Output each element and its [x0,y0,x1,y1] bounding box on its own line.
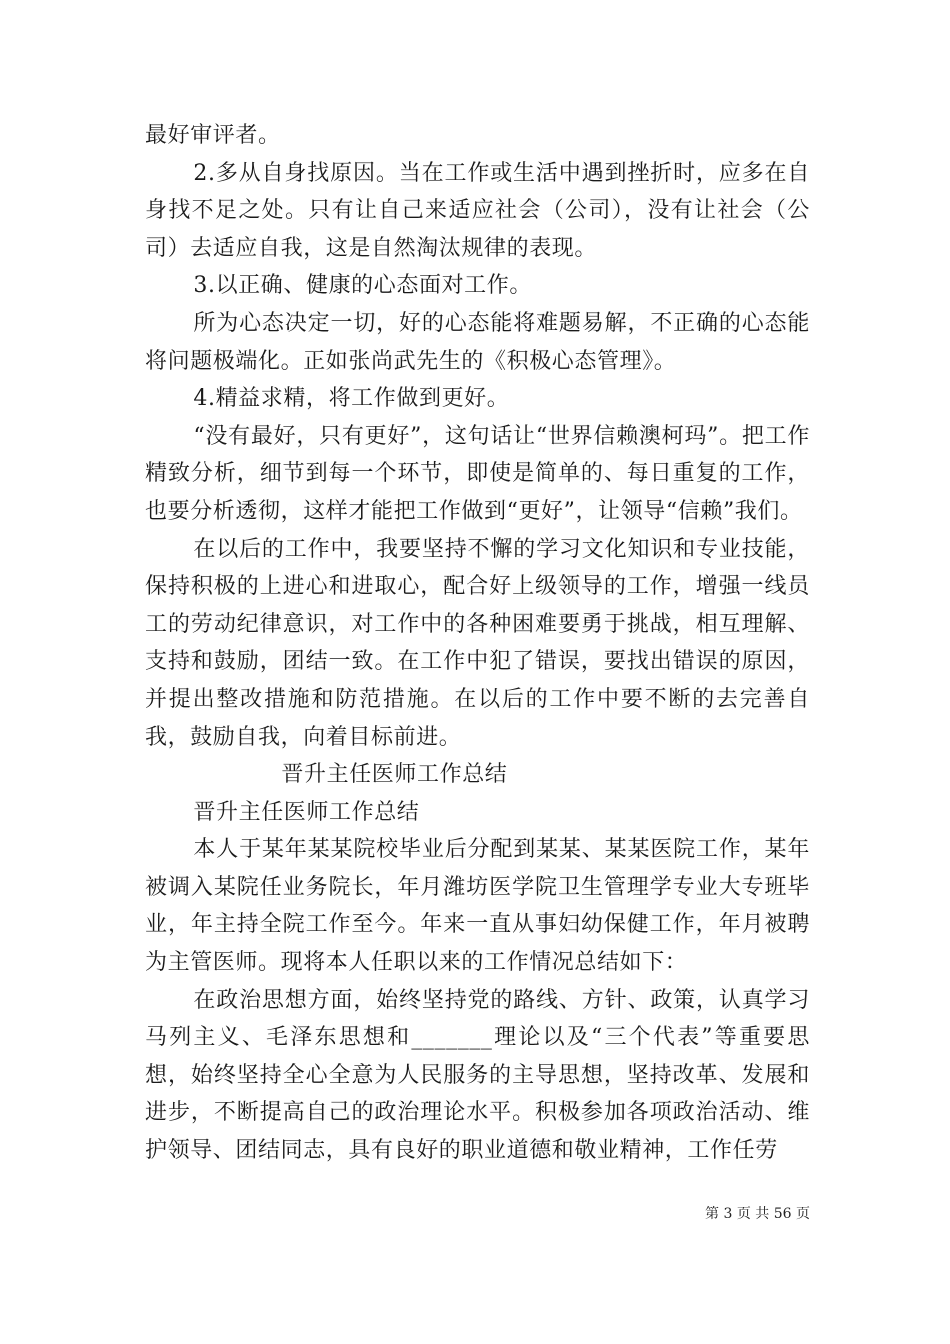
paragraph-2: 2.多从自身找原因。当在工作或生活中遇到挫折时，应多在自身找不足之处。只有让自己来适应社会（公司），没有让社会（公司）去适应自我，这是自然淘汰规律的表现。 [145,160,810,261]
section-title: 晋升主任医师工作总结 [281,762,508,788]
paragraph-4: 所为心态决定一切，好的心态能将难题易解，不正确的心态能将问题极端化。正如张尚武先生的《积极心态管理》。 [145,310,810,374]
paragraph-7: 在以后的工作中，我要坚持不懈的学习文化知识和专业技能，保持积极的上进心和进取心，配合好上级领导的工作，增强一线员工的劳动纪律意识，对工作中的各种困难要勇于挑战，相互理解、支持和鼓励，团结一致。在工作中犯了错误，要找出错误的原因，并提出整改措施和防范措施。在以后的工作中要不断的去完善自我，鼓励自我，向着目标前进。 [145,536,810,750]
paragraph-3: 3.以正确、健康的心态面对工作。 [193,273,532,299]
paragraph-1: 最好审评者。 [145,123,281,148]
paragraph-5: 4.精益求精，将工作做到更好。 [193,386,510,412]
page-number-footer: 第 3 页 共 56 页 [705,1206,810,1222]
paragraph-11: 在政治思想方面，始终坚持党的路线、方针、政策，认真学习马列主义、毛泽东思想和_______理论以及“三个代表”等重要思想，始终坚持全心全意为人民服务的主导思想，坚持改革、发展和进步，不断提高自己的政治理论水平。积极参加各项政治活动、维护领导、团结同志，具有良好的职业道德和敬业精神，工作任劳 [145,987,810,1164]
document-body [145,117,810,1170]
paragraph-9: 晋升主任医师工作总结 [193,799,420,825]
paragraph-10: 本人于某年某某院校毕业后分配到某某、某某医院工作，某年被调入某院任业务院长，年月潍坊医学院卫生管理学专业大专班毕业，年主持全院工作至今。年来一直从事妇幼保健工作，年月被聘为主管医师。现将本人任职以来的工作情况总结如下： [145,837,810,976]
paragraph-6: “没有最好，只有更好”，这句话让“世界信赖澳柯玛”。把工作精致分析，细节到每一个环节，即使是简单的、每日重复的工作，也要分析透彻，这样才能把工作做到“更好”，让领导“信赖”我们。 [145,423,810,524]
